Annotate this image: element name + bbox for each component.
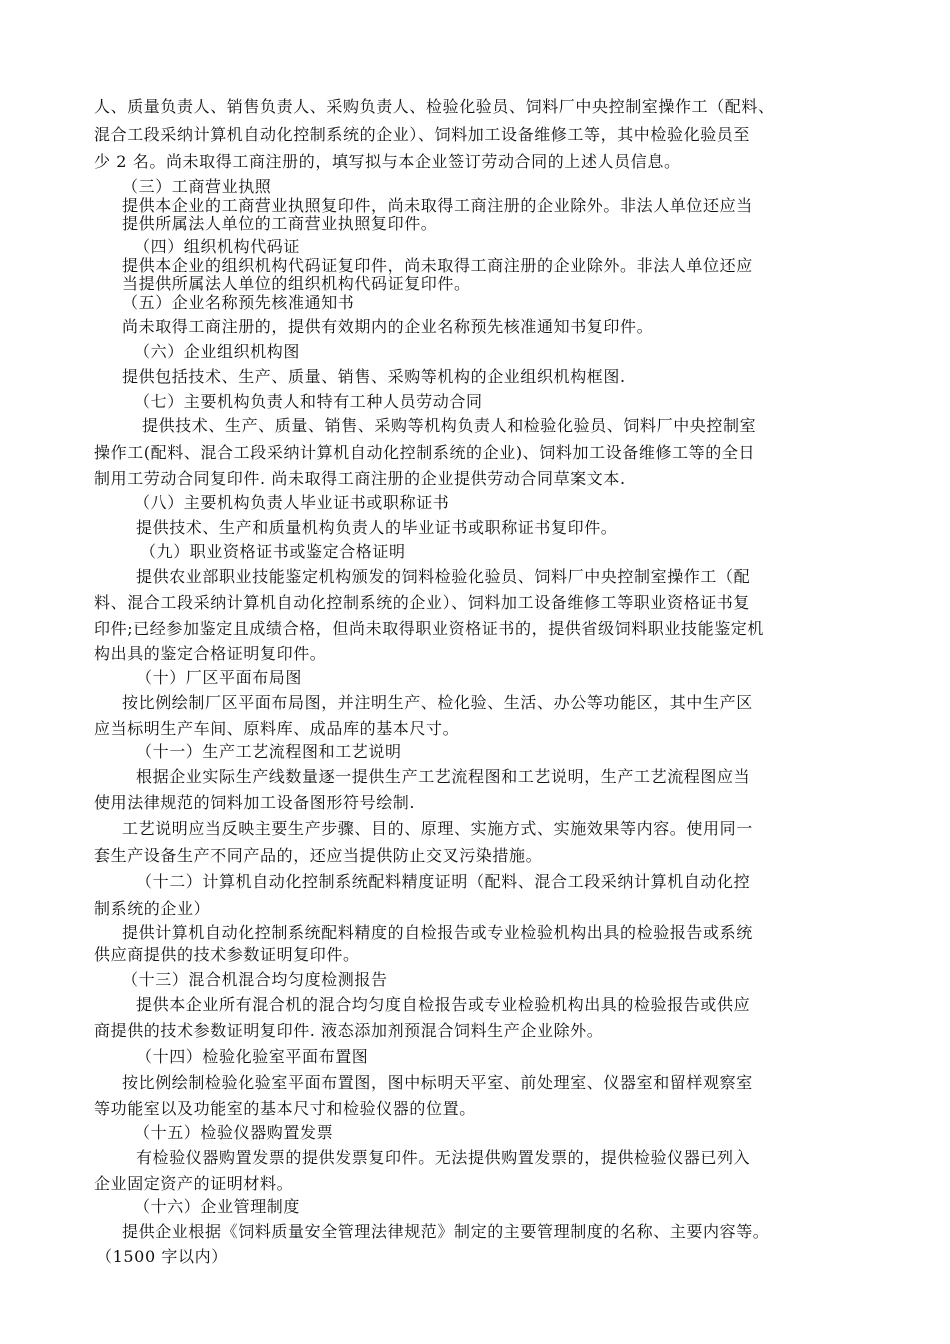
text-line: 操作工(配料、混合工段采纳计算机自动化控制系统的企业)、饲料加工设备维修工等的全日 bbox=[94, 443, 756, 462]
text-line: 应当标明生产车间、原料库、成品库的基本尺寸。 bbox=[94, 719, 460, 738]
text-line: 有检验仪器购置发票的提供发票复印件。无法提供购置发票的，提供检验仪器已列入 bbox=[136, 1148, 751, 1167]
text-line: （三）工商营业执照 bbox=[122, 177, 272, 196]
text-line: 人、质量负责人、销售负责人、采购负责人、检验化验员、饲料厂中央控制室操作工（配料、 bbox=[94, 97, 775, 116]
text-line: 料、混合工段采纳计算机自动化控制系统的企业）、饲料加工设备维修工等职业资格证书复 bbox=[94, 593, 751, 612]
text-line: 制用工劳动合同复印件. 尚未取得工商注册的企业提供劳动合同草案文本. bbox=[94, 469, 626, 488]
text-line: 混合工段采纳计算机自动化控制系统的企业）、饲料加工设备维修工等，其中检验化验员至 bbox=[94, 125, 751, 144]
text-line: （九）职业资格证书或鉴定合格证明 bbox=[140, 542, 406, 561]
text-line: 等功能室以及功能室的基本尺寸和检验仪器的位置。 bbox=[94, 1099, 476, 1118]
text-line: 企业固定资产的证明材料。 bbox=[94, 1174, 294, 1193]
text-line: （七）主要机构负责人和特有工种人员劳动合同 bbox=[134, 392, 483, 411]
text-line: 提供企业根据《饲料质量安全管理法律规范》制定的主要管理制度的名称、主要内容等。 bbox=[122, 1222, 770, 1241]
text-line: 提供计算机自动化控制系统配料精度的自检报告或专业检验机构出具的检验报告或系统 bbox=[122, 923, 753, 942]
text-line: （四）组织机构代码证 bbox=[134, 237, 301, 256]
text-line: 套生产设备生产不同产品的，还应当提供防止交叉污染措施。 bbox=[94, 846, 543, 865]
text-line: 尚未取得工商注册的，提供有效期内的企业名称预先核准通知书复印件。 bbox=[122, 317, 654, 336]
text-line: 工艺说明应当反映主要生产步骤、目的、原理、实施方式、实施效果等内容。使用同一 bbox=[122, 819, 753, 838]
text-line: 提供农业部职业技能鉴定机构颁发的饲料检验化验员、饲料厂中央控制室操作工（配 bbox=[136, 567, 751, 586]
text-line: 提供包括技术、生产、质量、销售、采购等机构的企业组织机构框图. bbox=[122, 367, 626, 386]
text-line: （十一）生产工艺流程图和工艺说明 bbox=[136, 742, 402, 761]
text-line: （八）主要机构负责人毕业证书或职称证书 bbox=[134, 493, 450, 512]
text-line: （十四）检验化验室平面布置图 bbox=[136, 1047, 369, 1066]
text-line: （1500 字以内） bbox=[96, 1247, 228, 1266]
text-line: 提供本企业的工商营业执照复印件，尚未取得工商注册的企业除外。非法人单位还应当 bbox=[122, 196, 753, 215]
text-line: 根据企业实际生产线数量逐一提供生产工艺流程图和工艺说明，生产工艺流程图应当 bbox=[136, 767, 751, 786]
text-line: （五）企业名称预先核准通知书 bbox=[122, 293, 355, 312]
text-line: 提供本企业所有混合机的混合均匀度自检报告或专业检验机构出具的检验报告或供应 bbox=[136, 995, 751, 1014]
text-line: 提供技术、生产、质量、销售、采购等机构负责人和检验化验员、饲料厂中央控制室 bbox=[142, 416, 757, 435]
text-line: 按比例绘制检验化验室平面布置图，图中标明天平室、前处理室、仪器室和留样观察室 bbox=[122, 1073, 753, 1092]
text-line: 供应商提供的技术参数证明复印件。 bbox=[94, 945, 360, 964]
text-line: 印件;已经参加鉴定且成绩合格，但尚未取得职业资格证书的，提供省级饲料职业技能鉴定机 bbox=[94, 619, 764, 638]
text-line: （十六）企业管理制度 bbox=[134, 1197, 301, 1216]
text-line: 使用法律规范的饲料加工设备图形符号绘制. bbox=[94, 793, 416, 812]
text-line: 提供技术、生产和质量机构负责人的毕业证书或职称证书复印件。 bbox=[136, 518, 618, 537]
text-line: 提供本企业的组织机构代码证复印件，尚未取得工商注册的企业除外。非法人单位还应 bbox=[122, 256, 753, 275]
text-line: （十三）混合机混合均匀度检测报告 bbox=[122, 970, 388, 989]
text-line: （六）企业组织机构图 bbox=[134, 342, 301, 361]
text-line: 制系统的企业） bbox=[94, 899, 211, 918]
text-line: （十五）检验仪器购置发票 bbox=[134, 1123, 334, 1142]
text-line: 构出具的鉴定合格证明复印件。 bbox=[94, 644, 327, 663]
text-line: 当提供所属法人单位的组织机构代码证复印件。 bbox=[122, 274, 471, 293]
text-line: 提供所属法人单位的工商营业执照复印件。 bbox=[122, 214, 438, 233]
text-line: （十二）计算机自动化控制系统配料精度证明（配料、混合工段采纳计算机自动化控 bbox=[136, 872, 751, 891]
text-line: （十）厂区平面布局图 bbox=[136, 668, 303, 687]
text-line: 按比例绘制厂区平面布局图，并注明生产、检化验、生活、办公等功能区，其中生产区 bbox=[122, 693, 753, 712]
text-line: 商提供的技术参数证明复印件. 液态添加剂预混合饲料生产企业除外。 bbox=[94, 1021, 604, 1040]
text-line: 少 2 名。尚未取得工商注册的，填写拟与本企业签订劳动合同的上述人员信息。 bbox=[94, 152, 681, 171]
